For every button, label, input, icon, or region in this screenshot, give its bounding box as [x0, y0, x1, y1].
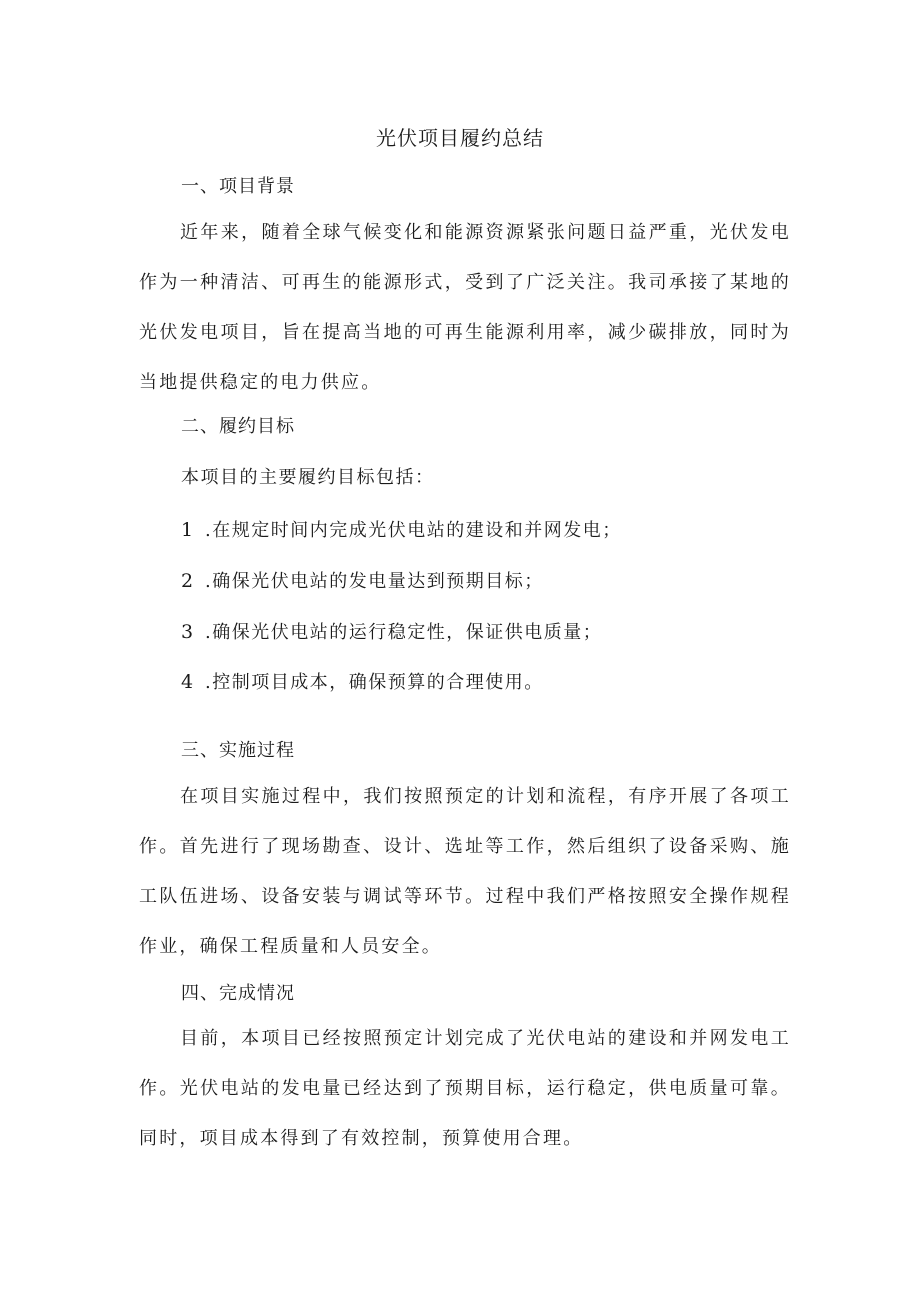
goal-item-number: 2	[181, 570, 195, 592]
goal-item-number: 3	[181, 621, 195, 643]
goals-intro: 本项目的主要履约目标包括：	[181, 467, 435, 488]
goal-item-text: .控制项目成本，确保预算的合理使用。	[205, 672, 544, 693]
section-heading-implementation: 三、实施过程	[181, 740, 295, 761]
goal-item-1	[181, 516, 622, 542]
section-paragraph-background: 近年来，随着全球气候变化和能源资源紧张问题日益严重，光伏发电作为一种清洁、可再生的能源形式，受到了广泛关注。我司承接了某地的光伏发电项目，旨在提高当地的可再生能源利用率，减少碳排放，同时为当地提供稳定的电力供应。	[139, 222, 791, 393]
section-heading-goals: 二、履约目标	[181, 416, 295, 437]
goal-item-4	[181, 668, 544, 694]
goal-item-3	[181, 618, 602, 644]
section-paragraph-implementation: 在项目实施过程中，我们按照预定的计划和流程，有序开展了各项工作。首先进行了现场勘查、设计、选址等工作，然后组织了设备采购、施工队伍进场、设备安装与调试等环节。过程中我们严格按照安全操作规程作业，确保工程质量和人员安全。	[139, 786, 791, 957]
goal-item-number: 1	[181, 519, 195, 541]
section-heading-background: 一、项目背景	[181, 176, 295, 197]
section-paragraph-completion: 目前，本项目已经按照预定计划完成了光伏电站的建设和并网发电工作。光伏电站的发电量已经达到了预期目标，运行稳定，供电质量可靠。同时，项目成本得到了有效控制，预算使用合理。	[139, 1028, 791, 1149]
goal-item-text: .在规定时间内完成光伏电站的建设和并网发电；	[205, 520, 622, 541]
goal-item-2	[181, 567, 544, 593]
goal-item-text: .确保光伏电站的运行稳定性，保证供电质量；	[205, 622, 603, 643]
document-title: 光伏项目履约总结	[376, 126, 544, 150]
goal-item-text: .确保光伏电站的发电量达到预期目标；	[205, 571, 544, 592]
section-heading-completion: 四、完成情况	[181, 983, 295, 1004]
goal-item-number: 4	[181, 671, 195, 693]
